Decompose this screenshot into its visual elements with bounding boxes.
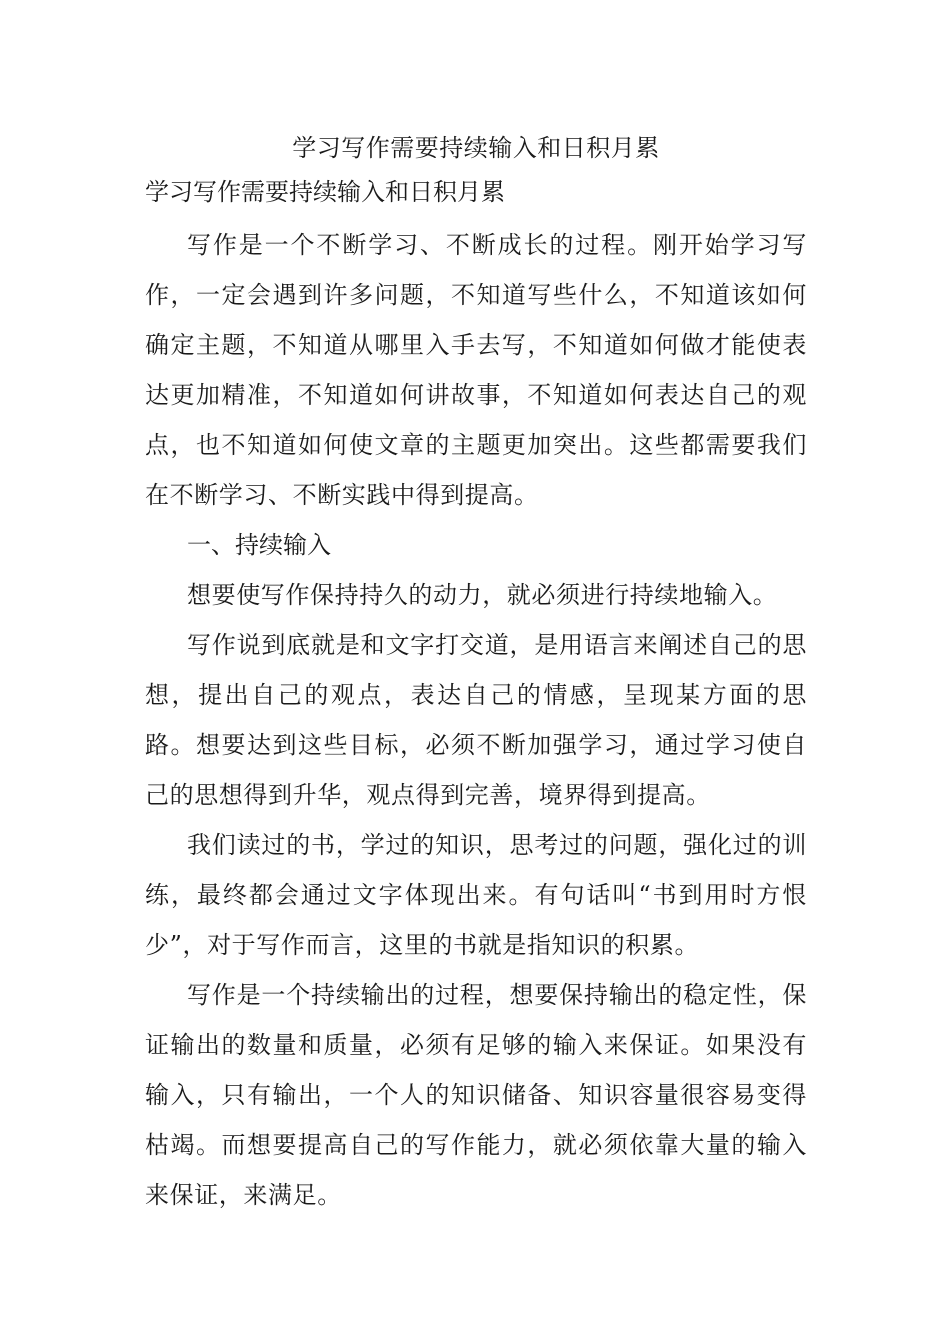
paragraph-output: 写作是一个持续输出的过程，想要保持输出的稳定性，保证输出的数量和质量，必须有足够的输入来保证。如果没有输入，只有输出，一个人的知识储备、知识容量很容易变得枯竭。而想要提高自己的写作能力，就必须依靠大量的输入来保证，来满足。: [145, 981, 807, 1209]
document-title: 学习写作需要持续输入和日积月累: [292, 134, 660, 162]
document-page: [145, 128, 807, 1220]
paragraph-knowledge: 我们读过的书，学过的知识，思考过的问题，强化过的训练，最终都会通过文字体现出来。有句话叫“书到用时方恨少”，对于写作而言，这里的书就是指知识的积累。: [145, 831, 807, 959]
paragraph-intro: 写作是一个不断学习、不断成长的过程。刚开始学习写作，一定会遇到许多问题，不知道写些什么，不知道该如何确定主题，不知道从哪里入手去写，不知道如何做才能使表达更加精准，不知道如何讲故事，不知道如何表达自己的观点，也不知道如何使文章的主题更加突出。这些都需要我们在不断学习、不断实践中得到提高。: [145, 231, 807, 509]
section-heading-continuous-input: 一、持续输入: [187, 531, 331, 559]
paragraph-motivation: 想要使写作保持持久的动力，就必须进行持续地输入。: [187, 581, 778, 609]
document-subtitle: 学习写作需要持续输入和日积月累: [145, 178, 505, 206]
paragraph-writing-essence: 写作说到底就是和文字打交道，是用语言来阐述自己的思想，提出自己的观点，表达自己的情感，呈现某方面的思路。想要达到这些目标，必须不断加强学习，通过学习使自己的思想得到升华，观点得到完善，境界得到提高。: [145, 631, 807, 809]
